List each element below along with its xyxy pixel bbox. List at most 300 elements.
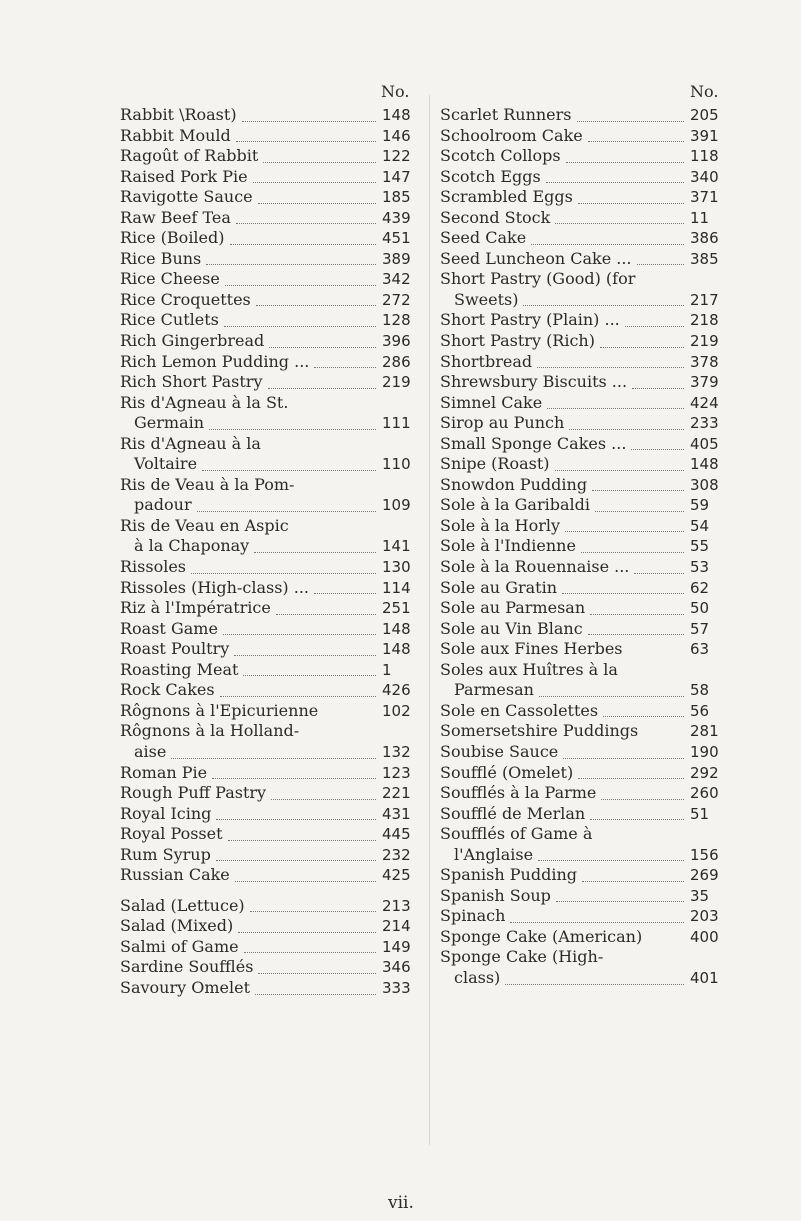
index-entry-line — [440, 290, 724, 311]
index-entry-text: Seed Luncheon Cake ... — [440, 248, 632, 268]
index-entry-text: Scotch Collops — [440, 146, 561, 166]
index-entry-line — [120, 978, 416, 999]
index-entry — [440, 804, 724, 825]
index-entry-text: Scarlet Runners — [440, 105, 572, 124]
leader-dots — [236, 222, 376, 224]
index-entry-number: 110 — [382, 455, 411, 474]
index-entry — [120, 783, 416, 804]
index-entry — [440, 146, 724, 167]
index-entry — [440, 742, 724, 763]
index-entry — [120, 978, 416, 999]
index-entry-text: à la Chaponay — [134, 536, 250, 556]
index-entry-line — [120, 516, 416, 537]
index-entry — [440, 331, 724, 352]
index-entry-number: 58 — [690, 681, 710, 700]
index-entry-number: 114 — [382, 578, 411, 597]
index-entry-line — [440, 475, 724, 496]
index-entry-text: Sole à la Garibaldi — [440, 495, 590, 515]
index-entry — [440, 249, 724, 270]
index-entry-number: 389 — [382, 249, 411, 268]
index-entry-text: Snowdon Pudding — [440, 474, 588, 494]
index-entry-text: Shortbread — [440, 351, 533, 371]
index-entry-line — [440, 804, 724, 825]
index-entry-text: Ragoût of Rabbit — [120, 146, 259, 166]
index-entry-line — [120, 896, 416, 917]
index-entry-line — [440, 352, 724, 373]
index-entry — [440, 927, 724, 948]
index-entry — [120, 916, 416, 937]
index-entry-text: Somersetshire Puddings — [440, 721, 639, 741]
index-entry — [440, 434, 724, 455]
index-entry — [120, 845, 416, 866]
index-entry-number: 439 — [382, 208, 411, 227]
index-entry — [440, 557, 724, 578]
index-entry-line — [440, 824, 724, 845]
index-entry — [120, 126, 416, 147]
index-entry — [440, 947, 724, 988]
index-entry-text: Small Sponge Cakes ... — [440, 433, 627, 453]
index-entry-number: 340 — [690, 167, 719, 186]
index-entry-text: Short Pastry (Good) (for — [440, 269, 636, 289]
leader-dots — [228, 839, 376, 841]
leader-dots — [569, 428, 684, 430]
index-entry-line — [440, 886, 724, 907]
index-entry-number: 333 — [382, 978, 411, 997]
index-entry-line — [440, 495, 724, 516]
index-entry — [120, 660, 416, 681]
index-entry — [440, 824, 724, 865]
index-entry-number: 203 — [690, 907, 719, 926]
index-entry-line — [120, 804, 416, 825]
index-entry — [440, 352, 724, 373]
index-entry-line — [440, 454, 724, 475]
index-entry-text: Russian Cake — [120, 865, 230, 885]
index-entry-number: 1 — [382, 660, 392, 679]
leader-dots — [600, 346, 684, 348]
leader-dots — [225, 284, 376, 286]
index-entry-text: Soufflés of Game à — [440, 824, 593, 844]
index-entry-line — [120, 701, 416, 722]
index-entry-line — [440, 310, 724, 331]
index-entry-text: Rice (Boiled) — [120, 228, 225, 248]
index-entry — [120, 372, 416, 393]
index-entry-text: Sardine Soufflés — [120, 957, 254, 977]
leader-dots — [191, 572, 376, 574]
leader-dots — [634, 572, 684, 574]
leader-dots — [647, 942, 684, 943]
index-entry-text: Ris d'Agneau à la St. — [120, 392, 289, 412]
index-entry-text: Soufflé (Omelet) — [440, 762, 574, 782]
index-entry-text: Parmesan — [454, 680, 534, 700]
index-entry-number: 391 — [690, 126, 719, 145]
index-entry — [120, 393, 416, 434]
index-entry-line — [120, 824, 416, 845]
page-number: vii. — [388, 1193, 414, 1213]
index-entry-number: 251 — [382, 599, 411, 618]
index-entry-text: Sole à la Rouennaise ... — [440, 557, 630, 577]
index-entry-text: Sirop au Punch — [440, 413, 565, 433]
index-entry-number: 190 — [690, 742, 719, 761]
index-entry-text: Royal Icing — [120, 803, 212, 823]
index-entry — [440, 105, 724, 126]
index-entry-line — [120, 619, 416, 640]
index-entry-number: 149 — [382, 937, 411, 956]
index-entry-line — [440, 331, 724, 352]
index-entry-text: Soufflés à la Parme — [440, 783, 597, 803]
index-entry-number: 214 — [382, 917, 411, 936]
index-entry-number: 111 — [382, 414, 411, 433]
index-entry-line — [120, 742, 416, 763]
index-entry-number: 57 — [690, 619, 710, 638]
index-entry-line — [120, 680, 416, 701]
index-entry-number: 219 — [382, 373, 411, 392]
index-entry-line — [440, 208, 724, 229]
index-entry — [120, 228, 416, 249]
index-entry-line — [440, 783, 724, 804]
leader-dots — [537, 366, 684, 368]
index-entry-number: 405 — [690, 434, 719, 453]
index-entry-line — [120, 331, 416, 352]
leader-dots — [625, 325, 684, 327]
index-entry-number: 53 — [690, 558, 710, 577]
leader-dots — [256, 304, 376, 306]
leader-dots — [565, 530, 684, 532]
index-entry — [440, 208, 724, 229]
index-entry-text: Sweets) — [454, 289, 519, 309]
index-entry-number: 62 — [690, 578, 710, 597]
leader-dots — [538, 859, 684, 861]
index-entry-line — [440, 968, 724, 989]
index-entry-number: 109 — [382, 496, 411, 515]
index-entry-text: Shrewsbury Biscuits ... — [440, 372, 628, 392]
index-entry-number: 122 — [382, 147, 411, 166]
index-entry — [440, 187, 724, 208]
index-entry — [440, 269, 724, 310]
leader-dots — [582, 880, 684, 882]
index-entry-text: Spinach — [440, 906, 506, 926]
index-entry-line — [440, 927, 724, 948]
index-entry-text: Rough Puff Pastry — [120, 783, 267, 803]
index-entry — [120, 824, 416, 845]
index-entry-number: 102 — [382, 701, 411, 720]
index-entry — [120, 475, 416, 516]
leader-dots — [271, 798, 376, 800]
leader-dots — [590, 613, 684, 615]
index-entry-line — [440, 105, 724, 126]
index-entry-line — [440, 187, 724, 208]
leader-dots — [631, 448, 684, 450]
leader-dots — [323, 716, 376, 717]
index-entry-line — [120, 454, 416, 475]
index-entry-number: 205 — [690, 106, 719, 124]
index-entry-line — [440, 639, 724, 660]
index-entry — [440, 372, 724, 393]
index-entry — [440, 619, 724, 640]
index-entry-text: Sole au Vin Blanc — [440, 618, 583, 638]
index-entry-text: Rissoles (High-class) ... — [120, 577, 309, 597]
index-entry-number: 63 — [690, 640, 710, 659]
leader-dots — [601, 798, 684, 800]
index-entry-line — [440, 146, 724, 167]
leader-dots — [637, 263, 684, 265]
index-entry-text: Raw Beef Tea — [120, 207, 231, 227]
index-entry — [120, 290, 416, 311]
left-column-number-heading: No. — [381, 82, 410, 101]
index-entry — [440, 413, 724, 434]
index-entry-line — [440, 393, 724, 414]
index-entry-text: Raised Pork Pie — [120, 166, 248, 186]
index-entry-line — [440, 434, 724, 455]
index-entry-number: 379 — [690, 373, 719, 392]
index-entry-number: 396 — [382, 332, 411, 351]
leader-dots — [238, 931, 376, 933]
index-entry — [440, 701, 724, 722]
index-entry-line — [120, 187, 416, 208]
index-entry-text: Spanish Pudding — [440, 865, 577, 885]
index-entry-number: 269 — [690, 866, 719, 885]
index-entry-line — [120, 916, 416, 937]
leader-dots — [244, 951, 376, 953]
index-entry-text: Sole aux Fines Herbes — [440, 639, 623, 659]
index-entry-text: Voltaire — [134, 454, 198, 474]
index-entry-number: 146 — [382, 126, 411, 145]
index-entry-number: 54 — [690, 516, 710, 535]
index-entry-line — [120, 578, 416, 599]
index-entry-number: 56 — [690, 701, 710, 720]
index-entry-line — [440, 701, 724, 722]
index-entry — [440, 167, 724, 188]
index-entry-text: Sole en Cassolettes — [440, 700, 599, 720]
index-entry-line — [120, 937, 416, 958]
index-entry — [120, 804, 416, 825]
right-column-number-heading: No. — [690, 82, 719, 101]
leader-dots — [242, 120, 376, 122]
leader-dots — [563, 757, 684, 759]
index-entry — [440, 886, 724, 907]
index-entry — [440, 393, 724, 414]
leader-dots — [255, 993, 376, 995]
index-entry — [120, 434, 416, 475]
index-entry — [120, 167, 416, 188]
leader-dots — [253, 181, 376, 183]
index-entry-line — [440, 660, 724, 681]
index-entry — [120, 865, 416, 886]
leader-dots — [592, 489, 684, 491]
index-entry-line — [120, 598, 416, 619]
index-entry-number: 118 — [690, 147, 719, 166]
index-entry-text: Rich Lemon Pudding ... — [120, 351, 310, 371]
index-entry-number: 378 — [690, 352, 719, 371]
index-entry-line — [440, 906, 724, 927]
index-entry-line — [440, 249, 724, 270]
leader-dots — [578, 202, 684, 204]
index-entry — [120, 957, 416, 978]
index-entry-line — [120, 475, 416, 496]
index-entry-line — [120, 167, 416, 188]
index-entry-number: 308 — [690, 475, 719, 494]
leader-dots — [254, 551, 376, 553]
index-entry-number: 385 — [690, 249, 719, 268]
index-entry-number: 132 — [382, 742, 411, 761]
index-entry-number: 232 — [382, 845, 411, 864]
index-entry — [120, 619, 416, 640]
index-entry-number: 213 — [382, 896, 411, 915]
index-entry-text: Rabbit \Roast) — [120, 105, 237, 124]
index-entry-line — [120, 865, 416, 886]
index-entry-number: 426 — [382, 681, 411, 700]
index-entry — [120, 598, 416, 619]
left-index-column — [120, 105, 416, 999]
index-entry — [440, 228, 724, 249]
index-entry-text: Savoury Omelet — [120, 977, 251, 997]
index-entry-text: class) — [454, 967, 501, 987]
index-entry-line — [440, 619, 724, 640]
index-entry-text: Ris de Veau à la Pom- — [120, 474, 295, 494]
leader-dots — [510, 921, 684, 923]
index-entry-number: 141 — [382, 537, 411, 556]
leader-dots — [578, 777, 684, 779]
index-entry-line — [440, 126, 724, 147]
index-entry-number: 451 — [382, 229, 411, 248]
index-entry-text: Salmi of Game — [120, 936, 239, 956]
leader-dots — [243, 674, 376, 676]
index-entry — [440, 660, 724, 701]
index-entry-line — [120, 536, 416, 557]
index-entry-number: 233 — [690, 414, 719, 433]
index-entry-number: 156 — [690, 845, 719, 864]
leader-dots — [588, 633, 684, 635]
index-entry-text: Rice Cheese — [120, 269, 220, 289]
index-entry — [120, 701, 416, 722]
index-entry — [440, 126, 724, 147]
leader-dots — [258, 202, 376, 204]
section-gap — [120, 886, 416, 896]
index-entry-line — [120, 639, 416, 660]
leader-dots — [223, 633, 376, 635]
index-entry-text: Second Stock — [440, 207, 551, 227]
index-entry-number: 260 — [690, 784, 719, 803]
index-entry-line — [440, 721, 724, 742]
index-entry-text: Seed Cake — [440, 228, 527, 248]
index-entry-line — [120, 763, 416, 784]
leader-dots — [566, 161, 684, 163]
index-entry-text: Roasting Meat — [120, 659, 239, 679]
index-entry-line — [120, 557, 416, 578]
index-entry-line — [120, 413, 416, 434]
index-entry-number: 401 — [690, 968, 719, 987]
index-entry-text: Salad (Mixed) — [120, 916, 234, 936]
index-entry-number: 51 — [690, 804, 710, 823]
leader-dots — [546, 181, 684, 183]
index-entry-number: 217 — [690, 290, 719, 309]
index-entry-text: Roman Pie — [120, 762, 208, 782]
leader-dots — [505, 983, 684, 985]
index-entry-line — [440, 742, 724, 763]
leader-dots — [216, 818, 376, 820]
leader-dots — [269, 346, 376, 348]
index-entry-text: Sponge Cake (American) — [440, 926, 643, 946]
index-entry — [120, 310, 416, 331]
index-entry-number: 346 — [382, 958, 411, 977]
index-entry-number: 286 — [382, 352, 411, 371]
index-entry-line — [440, 680, 724, 701]
index-entry-text: Rich Gingerbread — [120, 331, 265, 351]
index-entry-number: 218 — [690, 311, 719, 330]
index-entry-line — [120, 310, 416, 331]
leader-dots — [590, 818, 684, 820]
index-entry-line — [120, 957, 416, 978]
index-entry — [440, 536, 724, 557]
index-entry-text: Rôgnons à la Holland- — [120, 721, 300, 741]
index-entry-number: 425 — [382, 866, 411, 885]
index-entry-text: Rice Buns — [120, 248, 202, 268]
index-entry-number: 35 — [690, 886, 710, 905]
leader-dots — [628, 655, 685, 656]
leader-dots — [216, 859, 376, 861]
index-entry — [440, 783, 724, 804]
index-entry — [440, 310, 724, 331]
leader-dots — [209, 428, 376, 430]
index-entry-text: padour — [134, 495, 192, 515]
index-entry — [440, 763, 724, 784]
leader-dots — [547, 407, 684, 409]
index-entry-number: 386 — [690, 229, 719, 248]
index-entry-line — [120, 352, 416, 373]
index-entry-number: 148 — [382, 619, 411, 638]
index-entry — [120, 639, 416, 660]
index-entry-line — [440, 536, 724, 557]
leader-dots — [556, 900, 684, 902]
index-entry-line — [120, 290, 416, 311]
index-entry-text: Schoolroom Cake — [440, 125, 583, 145]
leader-dots — [250, 910, 376, 912]
index-entry — [440, 598, 724, 619]
index-entry-number: 59 — [690, 496, 710, 515]
index-entry-number: 219 — [690, 332, 719, 351]
index-entry-number: 272 — [382, 290, 411, 309]
right-index-column — [440, 105, 724, 989]
index-entry-line — [440, 763, 724, 784]
leader-dots — [276, 613, 376, 615]
index-entry-number: 371 — [690, 188, 719, 207]
index-entry-line — [440, 845, 724, 866]
index-entry-text: Short Pastry (Rich) — [440, 331, 595, 351]
leader-dots — [523, 304, 684, 306]
index-entry-line — [440, 413, 724, 434]
index-entry-line — [120, 208, 416, 229]
index-entry-text: Rissoles — [120, 557, 187, 577]
index-entry-line — [120, 126, 416, 147]
index-entry-line — [440, 516, 724, 537]
index-entry-number: 148 — [382, 640, 411, 659]
index-entry-number: 342 — [382, 270, 411, 289]
index-entry-text: Rice Croquettes — [120, 289, 251, 309]
index-entry-number: 221 — [382, 784, 411, 803]
index-entry-text: Roast Poultry — [120, 639, 230, 659]
index-entry-text: Soubise Sauce — [440, 741, 559, 761]
index-entry — [120, 249, 416, 270]
index-entry-text: Simnel Cake — [440, 392, 543, 412]
index-entry — [440, 495, 724, 516]
leader-dots — [234, 654, 376, 656]
index-entry-number: 148 — [382, 106, 411, 124]
leader-dots — [562, 592, 684, 594]
index-entry — [440, 721, 724, 742]
index-entry-text: Salad (Lettuce) — [120, 895, 245, 915]
index-entry — [440, 906, 724, 927]
index-entry-line — [440, 598, 724, 619]
index-entry-text: Rabbit Mould — [120, 125, 231, 145]
